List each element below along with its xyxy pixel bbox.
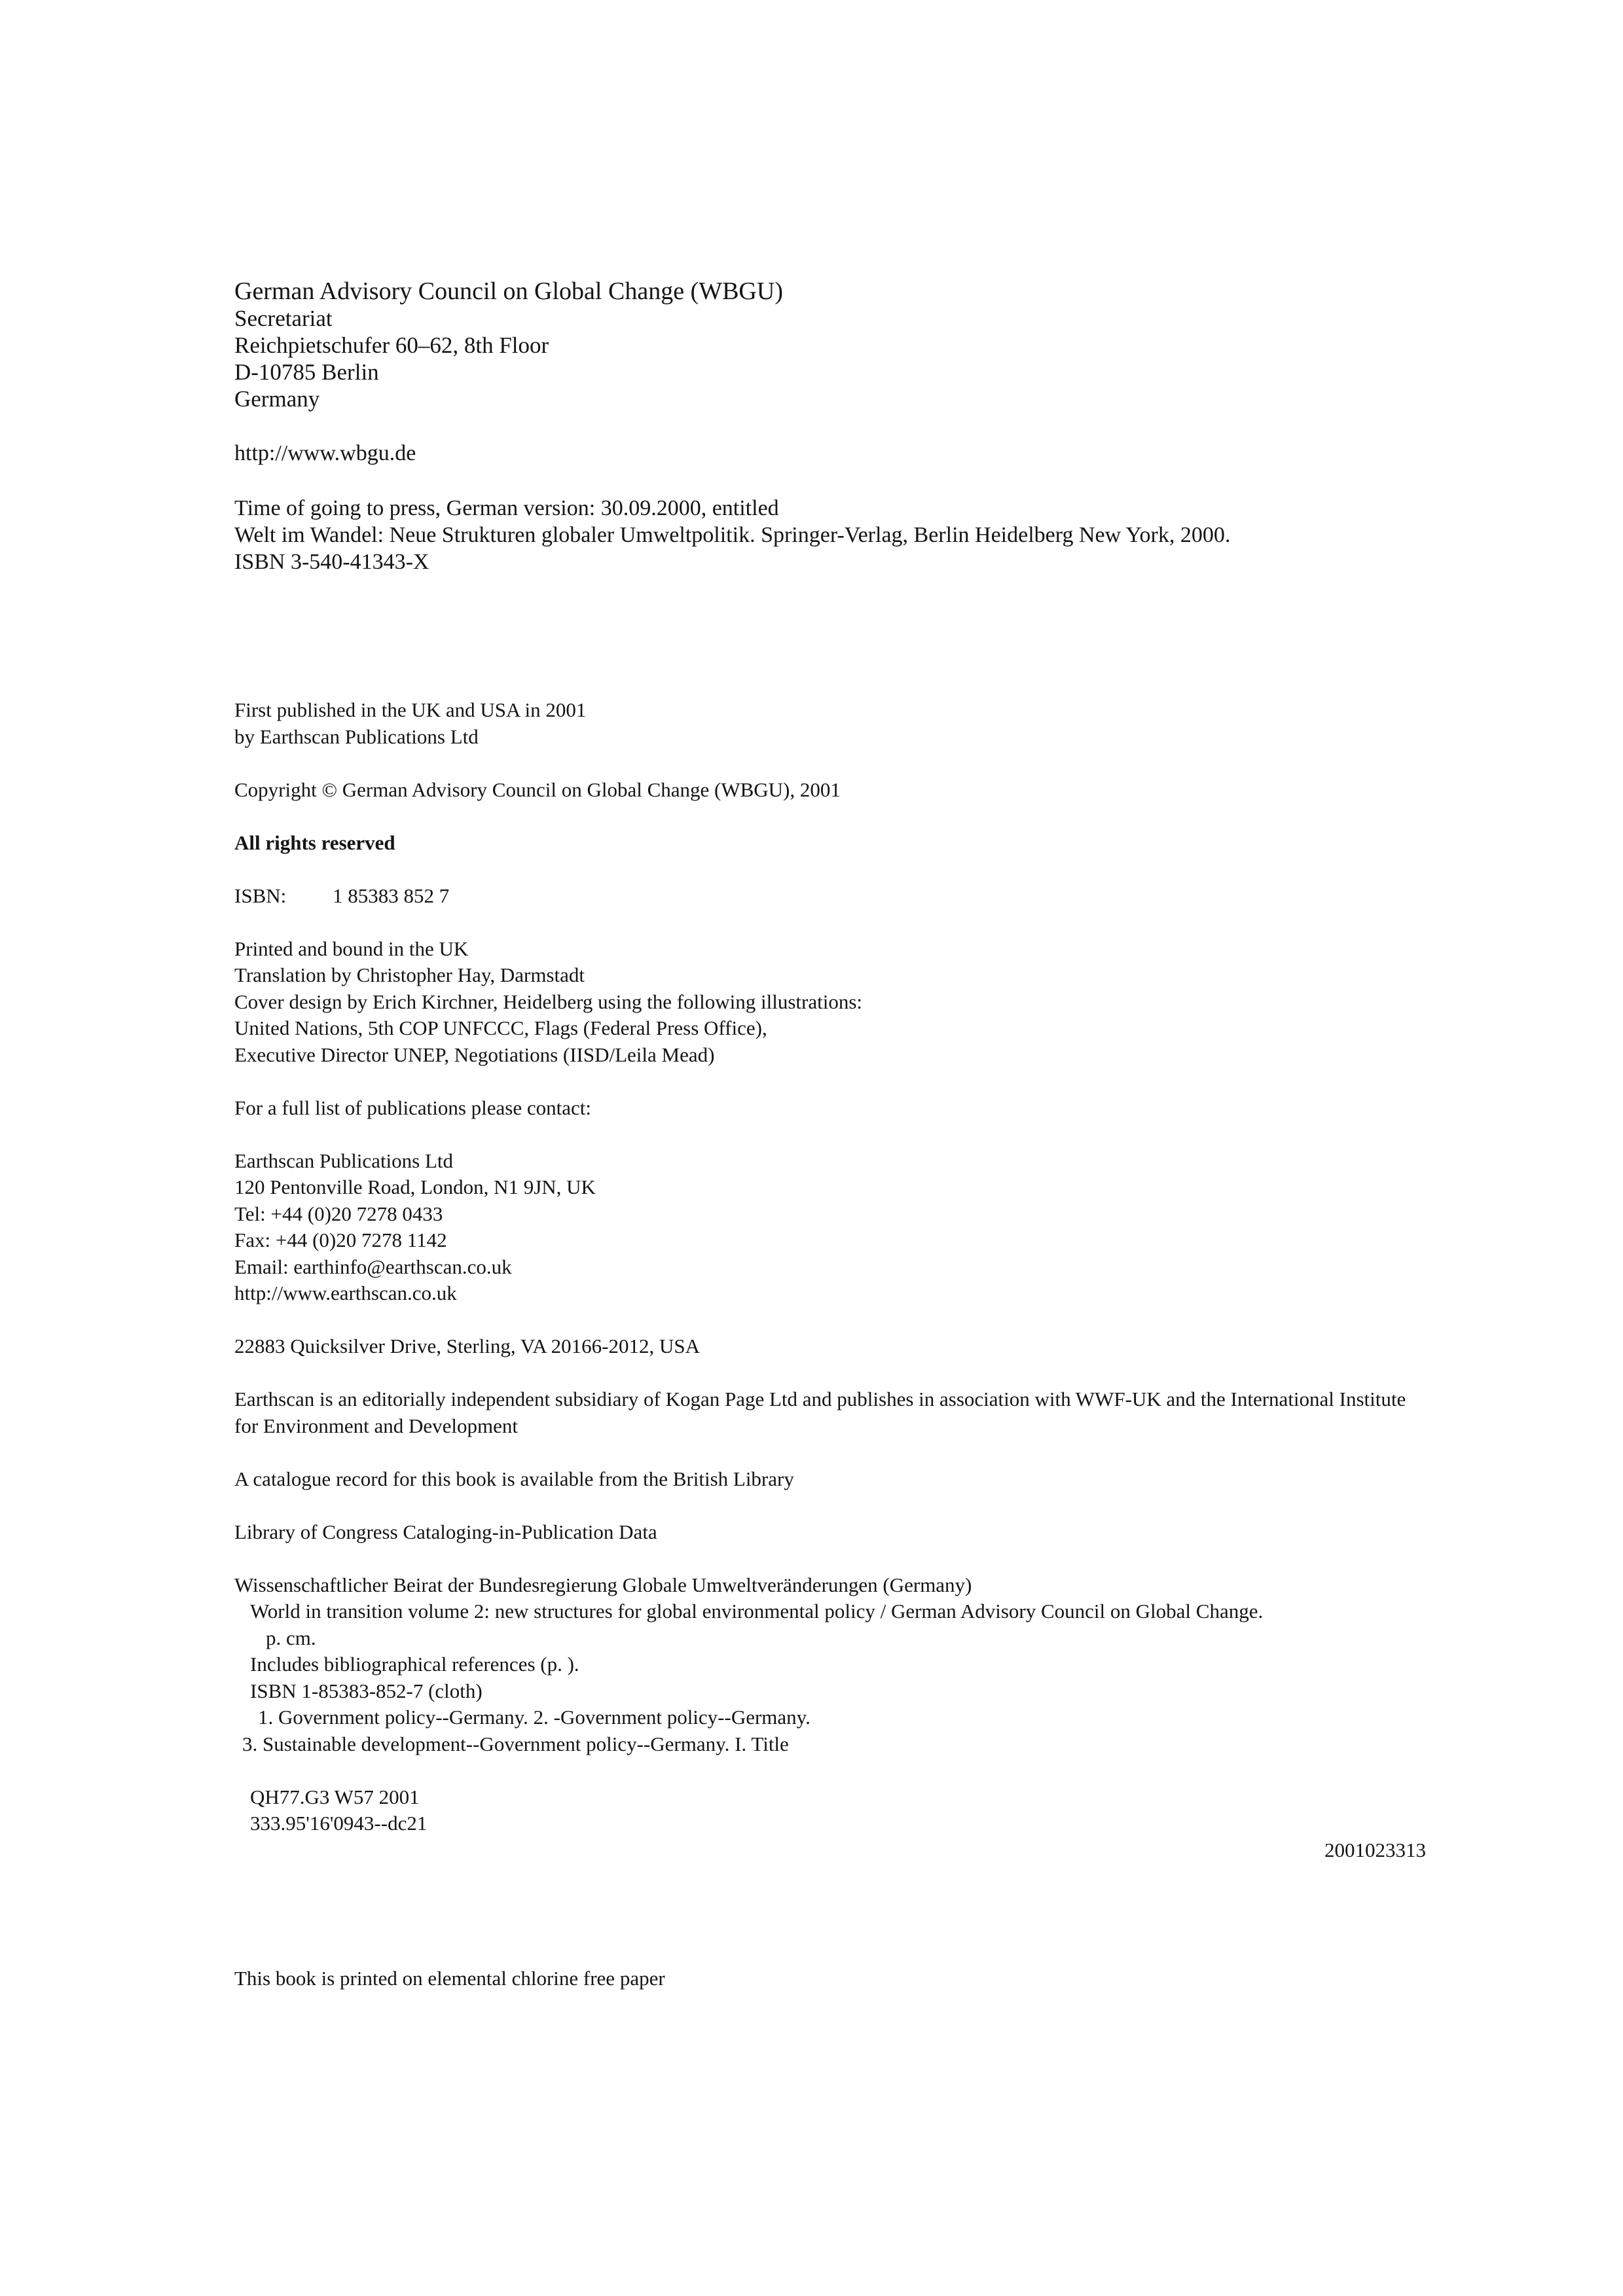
contact-intro: For a full list of publications please contact: xyxy=(234,1096,591,1119)
publisher-tel: Tel: +44 (0)20 7278 0433 xyxy=(234,1202,443,1225)
council-url-block xyxy=(234,440,1426,467)
publisher-name: Earthscan Publications Ltd xyxy=(234,1149,454,1172)
isbn-value: 1 85383 852 7 xyxy=(333,884,450,907)
council-name: German Advisory Council on Global Change (WBGU) xyxy=(234,278,783,305)
council-city: D-10785 Berlin xyxy=(234,359,379,385)
cip-isbn: ISBN 1-85383-852-7 (cloth) xyxy=(250,1679,483,1702)
isbn-row xyxy=(234,883,1426,910)
cip-author: Wissenschaftlicher Beirat der Bundesregierung Globale Umweltveränderungen (Germany) xyxy=(234,1573,972,1596)
cip-subjects-1: 1. Government policy--Germany. 2. -Government policy--Germany. xyxy=(258,1706,811,1729)
german-edition-line-2: Welt im Wandel: Neue Strukturen globaler Umweltpolitik. Springer-Verlag, Berlin Heidelberg New York, 2000. xyxy=(234,523,1231,547)
council-address xyxy=(234,278,1426,412)
german-edition-isbn: ISBN 3-540-41343-X xyxy=(234,550,429,574)
cip-class-1: QH77.G3 W57 2001 xyxy=(250,1785,420,1808)
publisher-email[interactable]: Email: earthinfo@earthscan.co.uk xyxy=(234,1255,512,1278)
cover-credit-3: Executive Director UNEP, Negotiations (IISD/Leila Mead) xyxy=(234,1043,715,1066)
cip-class-2: 333.95'16'0943--dc21 xyxy=(250,1812,428,1835)
printed-note: Printed and bound in the UK xyxy=(234,937,469,960)
publisher-us-address: 22883 Quicksilver Drive, Sterling, VA 20166-2012, USA xyxy=(234,1335,700,1357)
publisher-fax: Fax: +44 (0)20 7278 1142 xyxy=(234,1229,447,1251)
council-country: Germany xyxy=(234,386,320,412)
german-edition xyxy=(234,495,1426,575)
council-street: Reichpietschufer 60–62, 8th Floor xyxy=(234,332,549,358)
isbn-label: ISBN: xyxy=(234,884,287,907)
publisher-address: 120 Pentonville Road, London, N1 9JN, UK xyxy=(234,1175,596,1198)
first-published-line-2: by Earthscan Publications Ltd xyxy=(234,725,479,748)
council-url[interactable]: http://www.wbgu.de xyxy=(234,441,416,465)
cover-credit-2: United Nations, 5th COP UNFCCC, Flags (Federal Press Office), xyxy=(234,1016,767,1039)
subsidiary-note: Earthscan is an editorially independent subsidiary of Kogan Page Ltd and publishes in association with WWF-UK and the International Institute for Environment and Development xyxy=(234,1388,1406,1437)
council-dept: Secretariat xyxy=(234,306,333,331)
german-edition-line-1: Time of going to press, German version: 30.09.2000, entitled xyxy=(234,496,779,520)
cip-title: World in transition volume 2: new structures for global environmental policy / German Advisory Council on Global Change. xyxy=(250,1600,1264,1623)
cip-subjects-2: 3. Sustainable development--Government policy--Germany. I. Title xyxy=(242,1732,789,1755)
cip-bibliography: Includes bibliographical references (p. ). xyxy=(250,1653,579,1676)
paper-note: This book is printed on elemental chlorine free paper xyxy=(234,1967,665,1990)
publication-details xyxy=(234,697,1426,1863)
publisher-url[interactable]: http://www.earthscan.co.uk xyxy=(234,1282,457,1304)
loc-heading: Library of Congress Cataloging-in-Publication Data xyxy=(234,1520,657,1543)
translation-credit: Translation by Christopher Hay, Darmstadt xyxy=(234,963,585,986)
cip-pages: p. cm. xyxy=(266,1626,316,1649)
rights-notice: All rights reserved xyxy=(234,831,395,854)
catalogue-note: A catalogue record for this book is available from the British Library xyxy=(234,1467,794,1490)
cover-credit-1: Cover design by Erich Kirchner, Heidelberg using the following illustrations: xyxy=(234,990,863,1013)
cip-lccn: 2001023313 xyxy=(1324,1838,1426,1861)
copyright-notice: Copyright © German Advisory Council on Global Change (WBGU), 2001 xyxy=(234,778,841,801)
first-published-line-1: First published in the UK and USA in 2001 xyxy=(234,698,587,721)
